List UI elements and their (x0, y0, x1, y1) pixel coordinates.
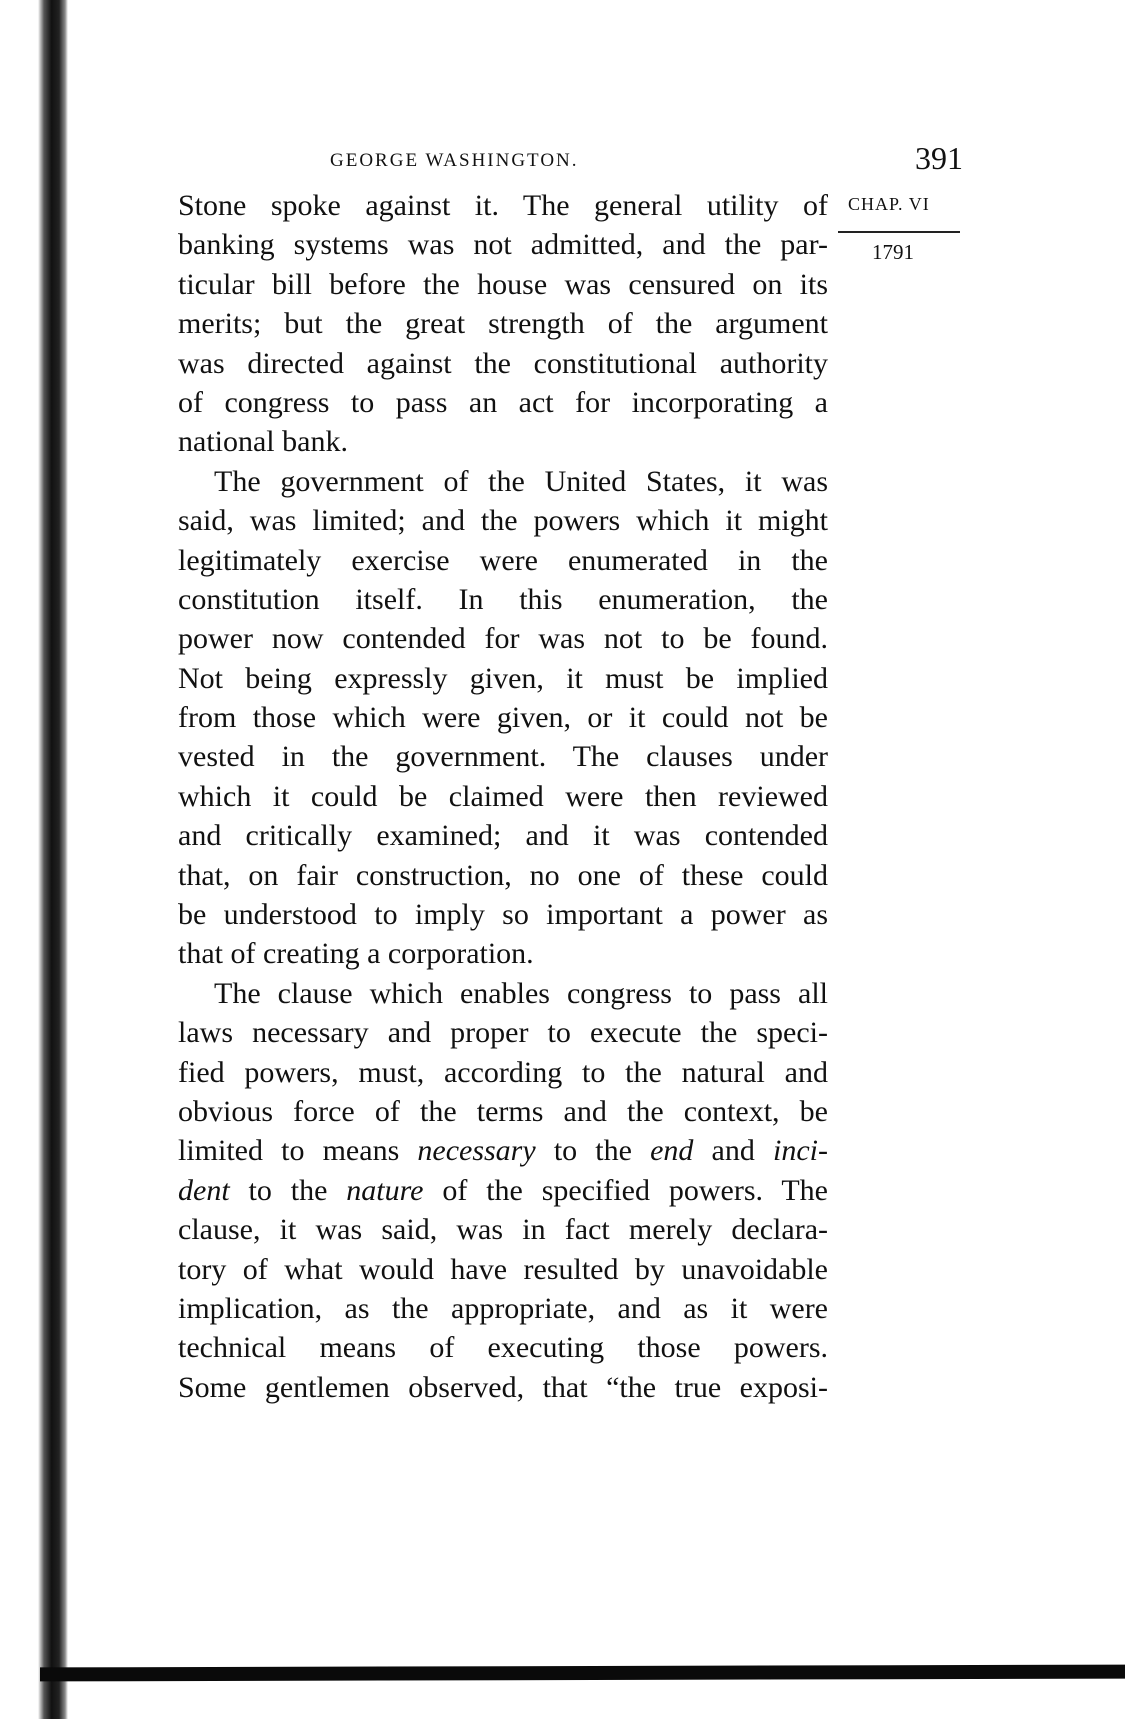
text-line: of congress to pass an act for incorporating a (178, 385, 828, 419)
margin-chapter: CHAP. VI (848, 194, 930, 214)
text-line: laws necessary and proper to execute the speci- (178, 1016, 828, 1050)
text-line: which it could be claimed were then reviewed (178, 779, 828, 813)
italic-segment: end (650, 1134, 694, 1168)
text-line: Some gentlemen observed, that “the true exposi- (178, 1370, 828, 1404)
text-line: that, on fair construction, no one of these could (178, 858, 828, 892)
text-line: obvious force of the terms and the context, be (178, 1094, 828, 1128)
text-line: that of creating a corporation. (178, 937, 534, 971)
text-line: Not being expressly given, it must be implied (178, 661, 828, 695)
text-line: ticular bill before the house was censured on its (178, 267, 828, 301)
text-line: The government of the United States, it was (214, 464, 828, 498)
page-bottom-edge (40, 1665, 1125, 1682)
margin-rule (838, 231, 960, 233)
text-line: merits; but the great strength of the argument (178, 307, 828, 341)
text-segment: and (693, 1134, 774, 1168)
text-line: constitution itself. In this enumeration, the (178, 582, 828, 616)
text-line: banking systems was not admitted, and the par- (178, 228, 828, 262)
text-line-italic (178, 1131, 828, 1170)
text-line: The clause which enables congress to pass all (214, 976, 828, 1010)
margin-year: 1791 (872, 240, 914, 264)
page-number: 391 (915, 140, 963, 176)
text-line: be understood to imply so important a power as (178, 898, 828, 932)
italic-segment: inci- (773, 1134, 828, 1168)
text-line: implication, as the appropriate, and as it were (178, 1291, 828, 1325)
text-segment: limited to means (178, 1134, 418, 1168)
running-head: GEORGE WASHINGTON. (330, 150, 579, 171)
text-line: tory of what would have resulted by unavoidable (178, 1252, 828, 1286)
text-line: power now contended for was not to be found. (178, 622, 828, 656)
text-segment: to the (229, 1173, 347, 1207)
text-line: fied powers, must, according to the natural and (178, 1055, 828, 1089)
book-binding-edge (38, 0, 68, 1719)
text-line: technical means of executing those powers. (178, 1331, 828, 1365)
text-line: from those which were given, or it could not be (178, 701, 828, 735)
text-line: said, was limited; and the powers which it might (178, 504, 828, 538)
text-line-italic (178, 1171, 828, 1210)
text-line: was directed against the constitutional authority (178, 346, 828, 380)
text-line: legitimately exercise were enumerated in the (178, 543, 828, 577)
italic-segment: necessary (417, 1134, 536, 1168)
text-line: Stone spoke against it. The general utility of (178, 189, 828, 222)
text-line: vested in the government. The clauses under (178, 740, 828, 774)
body-text (178, 186, 828, 1407)
text-line: clause, it was said, was in fact merely declara- (178, 1213, 828, 1247)
italic-segment: dent (178, 1173, 230, 1207)
text-segment: to the (535, 1134, 651, 1168)
italic-segment: nature (346, 1173, 424, 1207)
text-segment: of the specified powers. The (423, 1173, 828, 1207)
text-line: and critically examined; and it was contended (178, 819, 828, 853)
text-line: national bank. (178, 425, 348, 459)
